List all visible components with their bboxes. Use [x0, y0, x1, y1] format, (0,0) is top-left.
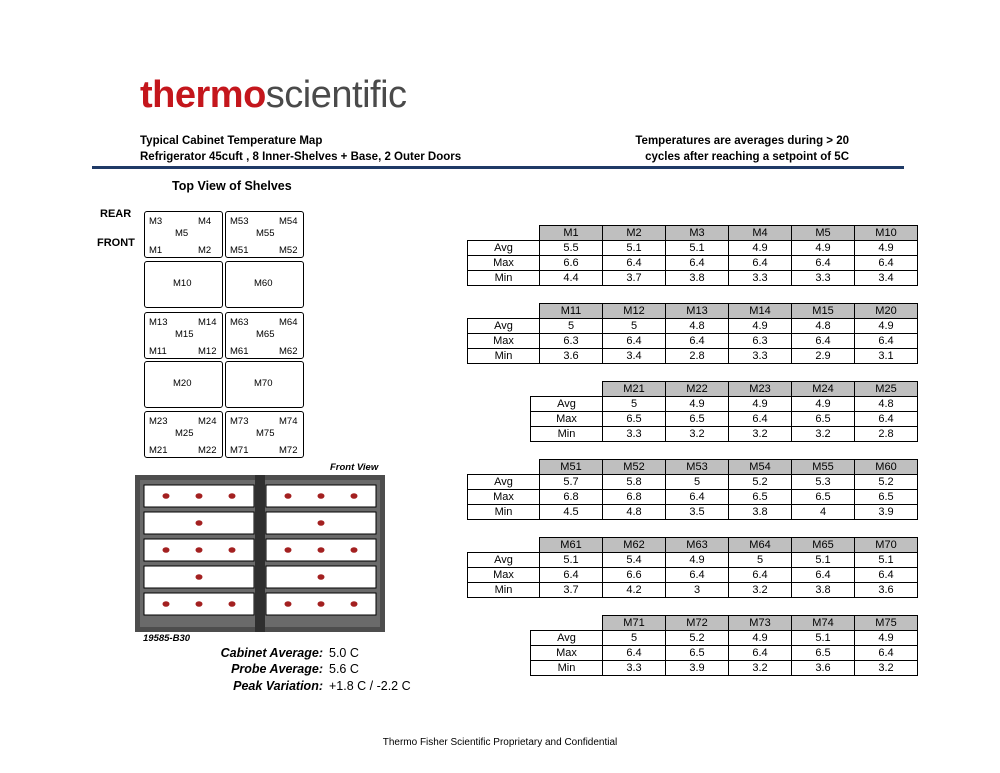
probe-header-m54: M54 — [729, 460, 792, 475]
report-note-block — [635, 133, 849, 165]
temperature-cell: 5 — [603, 319, 666, 334]
probe-label-m62: M62 — [279, 346, 298, 357]
probe-header-m74: M74 — [792, 616, 855, 631]
table-row-avg — [468, 241, 918, 256]
temperature-cell: 4.9 — [792, 397, 855, 412]
temperature-cell: 3.3 — [603, 427, 666, 442]
temperature-table-3 — [530, 381, 918, 442]
temperature-cell: 6.4 — [855, 412, 918, 427]
cabinet-average-value: 5.0 C — [329, 646, 359, 660]
temperature-cell: 3.6 — [792, 661, 855, 676]
temperature-cell: 6.4 — [666, 256, 729, 271]
temperature-cell: 4.5 — [540, 505, 603, 520]
probe-dot-left-4-1 — [196, 574, 203, 580]
temperature-cell: 4.9 — [729, 319, 792, 334]
header-blank-cell — [468, 226, 540, 241]
temperature-cell: 6.4 — [855, 334, 918, 349]
temperature-cell: 4.9 — [729, 397, 792, 412]
front-view-diagram — [135, 475, 385, 632]
probe-header-m51: M51 — [540, 460, 603, 475]
header-blank-cell — [468, 460, 540, 475]
table-header-row — [468, 226, 918, 241]
header-blank-cell — [531, 382, 603, 397]
probe-header-m10: M10 — [855, 226, 918, 241]
temperature-cell: 3.7 — [603, 271, 666, 286]
probe-header-m15: M15 — [792, 304, 855, 319]
table-row-max — [531, 412, 918, 427]
temperature-cell: 3.6 — [855, 583, 918, 598]
temperature-cell: 3.1 — [855, 349, 918, 364]
probe-header-m64: M64 — [729, 538, 792, 553]
probe-header-m73: M73 — [729, 616, 792, 631]
probe-dot-left-3-2 — [196, 547, 203, 553]
probe-label-m74: M74 — [279, 416, 298, 427]
probe-header-m4: M4 — [729, 226, 792, 241]
temperature-cell: 3.2 — [666, 427, 729, 442]
temperature-cell: 3.9 — [666, 661, 729, 676]
front-label: FRONT — [97, 237, 135, 249]
temperature-cell: 6.5 — [666, 646, 729, 661]
probe-header-m22: M22 — [666, 382, 729, 397]
probe-dot-left-1-3 — [229, 493, 236, 499]
row-label: Min — [468, 271, 540, 286]
temperature-cell: 4.4 — [540, 271, 603, 286]
temperature-cell: 4.9 — [729, 631, 792, 646]
probe-header-m52: M52 — [603, 460, 666, 475]
shelf-m13 — [144, 312, 223, 359]
temperature-cell: 5.2 — [855, 475, 918, 490]
temperature-cell: 5.2 — [729, 475, 792, 490]
probe-label-m20: M20 — [173, 378, 192, 389]
shelf-m53 — [225, 211, 304, 258]
probe-label-m61: M61 — [230, 346, 249, 357]
report-note-line2: cycles after reaching a setpoint of 5C — [645, 151, 849, 163]
temperature-cell: 6.4 — [540, 568, 603, 583]
table-row-max — [468, 334, 918, 349]
probe-label-m2: M2 — [198, 245, 212, 256]
temperature-cell: 6.4 — [666, 334, 729, 349]
row-label: Avg — [531, 631, 603, 646]
peak-variation-value: +1.8 C / -2.2 C — [329, 679, 411, 693]
temperature-cell: 5.1 — [855, 553, 918, 568]
row-label: Max — [531, 412, 603, 427]
temperature-cell: 3.4 — [603, 349, 666, 364]
temperature-cell: 6.4 — [603, 334, 666, 349]
unit-serial: 19585-B30 — [143, 633, 191, 644]
temperature-cell: 6.4 — [792, 256, 855, 271]
table-header-row — [468, 304, 918, 319]
probe-header-m25: M25 — [855, 382, 918, 397]
row-label: Avg — [468, 475, 540, 490]
temperature-table-1 — [467, 225, 918, 286]
probe-dot-right-1-2 — [318, 493, 325, 499]
probe-label-m60: M60 — [254, 278, 273, 289]
probe-label-m72: M72 — [279, 445, 298, 456]
probe-dot-right-3-2 — [318, 547, 325, 553]
temperature-cell: 3.8 — [666, 271, 729, 286]
temperature-cell: 5 — [729, 553, 792, 568]
row-label: Avg — [468, 241, 540, 256]
temperature-cell: 6.4 — [855, 568, 918, 583]
temperature-cell: 5.8 — [603, 475, 666, 490]
row-label: Max — [531, 646, 603, 661]
probe-label-m55: M55 — [256, 228, 275, 239]
probe-header-m21: M21 — [603, 382, 666, 397]
row-label: Max — [468, 568, 540, 583]
row-label: Avg — [468, 553, 540, 568]
probe-label-m14: M14 — [198, 317, 217, 328]
temperature-cell: 3.6 — [540, 349, 603, 364]
header-blank-cell — [531, 616, 603, 631]
probe-label-m65: M65 — [256, 329, 275, 340]
temperature-cell: 4.8 — [603, 505, 666, 520]
temperature-cell: 3 — [666, 583, 729, 598]
probe-label-m73: M73 — [230, 416, 249, 427]
probe-label-m15: M15 — [175, 329, 194, 340]
probe-header-m65: M65 — [792, 538, 855, 553]
probe-label-m75: M75 — [256, 428, 275, 439]
temperature-cell: 6.4 — [603, 256, 666, 271]
report-note-line1: Temperatures are averages during > 20 — [635, 135, 849, 147]
temperature-cell: 5 — [603, 631, 666, 646]
probe-dot-right-4-1 — [318, 574, 325, 580]
temperature-cell: 5.1 — [792, 631, 855, 646]
temperature-cell: 6.4 — [666, 490, 729, 505]
row-label: Min — [531, 661, 603, 676]
probe-label-m53: M53 — [230, 216, 249, 227]
temperature-cell: 6.4 — [729, 412, 792, 427]
probe-header-m72: M72 — [666, 616, 729, 631]
temperature-cell: 6.5 — [792, 412, 855, 427]
report-title: Typical Cabinet Temperature Map — [140, 135, 323, 147]
probe-label-m25: M25 — [175, 428, 194, 439]
probe-dot-left-5-2 — [196, 601, 203, 607]
table-header-row — [531, 616, 918, 631]
row-label: Min — [468, 583, 540, 598]
probe-header-m70: M70 — [855, 538, 918, 553]
probe-header-m20: M20 — [855, 304, 918, 319]
temperature-cell: 6.4 — [729, 568, 792, 583]
probe-label-m5: M5 — [175, 228, 189, 239]
temperature-cell: 5.1 — [540, 553, 603, 568]
probe-dot-left-3-3 — [229, 547, 236, 553]
probe-dot-right-2-1 — [318, 520, 325, 526]
probe-dot-right-5-2 — [318, 601, 325, 607]
temperature-cell: 3.2 — [792, 427, 855, 442]
table-row-max — [468, 490, 918, 505]
temperature-table-2 — [467, 303, 918, 364]
table-row-avg — [468, 553, 918, 568]
temperature-cell: 6.4 — [729, 256, 792, 271]
temperature-cell: 5.2 — [666, 631, 729, 646]
probe-dot-right-1-1 — [285, 493, 292, 499]
temperature-cell: 5.3 — [792, 475, 855, 490]
center-divider — [255, 475, 265, 632]
temperature-cell: 3.9 — [855, 505, 918, 520]
shelf-m10 — [144, 261, 223, 308]
brand-logo: thermoscientific — [140, 74, 407, 116]
cabinet-average-label: Cabinet Average: — [220, 646, 323, 660]
probe-header-m62: M62 — [603, 538, 666, 553]
temperature-cell: 3.8 — [792, 583, 855, 598]
table-row-min — [531, 661, 918, 676]
temperature-cell: 3.2 — [729, 661, 792, 676]
table-row-avg — [531, 631, 918, 646]
temperature-cell: 6.5 — [792, 646, 855, 661]
temperature-cell: 3.2 — [729, 583, 792, 598]
probe-header-m13: M13 — [666, 304, 729, 319]
header-blank-cell — [468, 538, 540, 553]
temperature-cell: 3.2 — [855, 661, 918, 676]
temperature-cell: 6.4 — [792, 334, 855, 349]
temperature-cell: 5 — [540, 319, 603, 334]
probe-label-m71: M71 — [230, 445, 249, 456]
header-blank-cell — [468, 304, 540, 319]
probe-average-label: Probe Average: — [231, 662, 323, 676]
probe-dot-right-5-3 — [351, 601, 358, 607]
probe-label-m63: M63 — [230, 317, 249, 328]
top-view-title: Top View of Shelves — [172, 179, 292, 193]
row-label: Avg — [468, 319, 540, 334]
row-label: Min — [531, 427, 603, 442]
temperature-cell: 3.3 — [792, 271, 855, 286]
temperature-cell: 5.1 — [666, 241, 729, 256]
temperature-cell: 4.2 — [603, 583, 666, 598]
temperature-cell: 5.7 — [540, 475, 603, 490]
temperature-cell: 3.7 — [540, 583, 603, 598]
probe-dot-right-5-1 — [285, 601, 292, 607]
rear-label: REAR — [100, 208, 132, 220]
shelf-m73 — [225, 411, 304, 458]
temperature-cell: 5.1 — [792, 553, 855, 568]
table-row-min — [468, 349, 918, 364]
probe-header-m71: M71 — [603, 616, 666, 631]
probe-header-m23: M23 — [729, 382, 792, 397]
shelf-m60 — [225, 261, 304, 308]
probe-header-m63: M63 — [666, 538, 729, 553]
temperature-cell: 5 — [603, 397, 666, 412]
probe-label-m22: M22 — [198, 445, 217, 456]
temperature-cell: 6.3 — [729, 334, 792, 349]
probe-label-m11: M11 — [149, 346, 167, 357]
row-label: Min — [468, 349, 540, 364]
probe-label-m3: M3 — [149, 216, 163, 227]
table-row-max — [531, 646, 918, 661]
probe-header-m55: M55 — [792, 460, 855, 475]
temperature-cell: 3.3 — [729, 271, 792, 286]
temperature-cell: 5.4 — [603, 553, 666, 568]
probe-header-m5: M5 — [792, 226, 855, 241]
probe-label-m4: M4 — [198, 216, 212, 227]
probe-dot-right-3-1 — [285, 547, 292, 553]
table-row-avg — [531, 397, 918, 412]
temperature-cell: 4.8 — [792, 319, 855, 334]
temperature-cell: 4 — [792, 505, 855, 520]
probe-label-m51: M51 — [230, 245, 249, 256]
temperature-cell: 6.4 — [792, 568, 855, 583]
temperature-cell: 6.5 — [729, 490, 792, 505]
temperature-cell: 4.8 — [666, 319, 729, 334]
shelf-m63 — [225, 312, 304, 359]
temperature-cell: 4.8 — [855, 397, 918, 412]
shelf-m3 — [144, 211, 223, 258]
probe-dot-left-5-1 — [163, 601, 170, 607]
temperature-cell: 4.9 — [666, 397, 729, 412]
temperature-cell: 6.4 — [729, 646, 792, 661]
table-row-avg — [468, 319, 918, 334]
peak-variation-label: Peak Variation: — [233, 679, 323, 693]
probe-header-m24: M24 — [792, 382, 855, 397]
row-label: Min — [468, 505, 540, 520]
probe-dot-left-3-1 — [163, 547, 170, 553]
temperature-table-4 — [467, 459, 918, 520]
row-label: Avg — [531, 397, 603, 412]
temperature-cell: 4.9 — [855, 241, 918, 256]
temperature-table-5 — [467, 537, 918, 598]
table-row-max — [468, 256, 918, 271]
table-row-min — [468, 583, 918, 598]
shelf-m23 — [144, 411, 223, 458]
probe-label-m52: M52 — [279, 245, 298, 256]
temperature-cell: 3.4 — [855, 271, 918, 286]
probe-header-m61: M61 — [540, 538, 603, 553]
probe-label-m23: M23 — [149, 416, 168, 427]
table-header-row — [468, 460, 918, 475]
temperature-cell: 4.9 — [855, 319, 918, 334]
report-subtitle: Refrigerator 45cuft , 8 Inner-Shelves + Base, 2 Outer Doors — [140, 151, 462, 163]
probe-dot-left-5-3 — [229, 601, 236, 607]
table-row-min — [468, 271, 918, 286]
probe-header-m75: M75 — [855, 616, 918, 631]
temperature-cell: 6.5 — [666, 412, 729, 427]
temperature-cell: 5.1 — [603, 241, 666, 256]
temperature-cell: 4.9 — [855, 631, 918, 646]
temperature-cell: 4.9 — [792, 241, 855, 256]
temperature-cell: 3.3 — [603, 661, 666, 676]
probe-label-m13: M13 — [149, 317, 168, 328]
probe-header-m3: M3 — [666, 226, 729, 241]
temperature-cell: 6.8 — [540, 490, 603, 505]
probe-average-value: 5.6 C — [329, 662, 359, 676]
probe-header-m60: M60 — [855, 460, 918, 475]
temperature-cell: 2.9 — [792, 349, 855, 364]
temperature-cell: 3.2 — [729, 427, 792, 442]
probe-header-m2: M2 — [603, 226, 666, 241]
temperature-table-6 — [530, 615, 918, 676]
temperature-cell: 6.8 — [603, 490, 666, 505]
header-divider — [92, 166, 904, 169]
probe-label-m54: M54 — [279, 216, 298, 227]
temperature-cell: 6.6 — [540, 256, 603, 271]
probe-label-m21: M21 — [149, 445, 168, 456]
shelf-m70 — [225, 361, 304, 408]
probe-dot-right-1-3 — [351, 493, 358, 499]
probe-dot-left-2-1 — [196, 520, 203, 526]
temperature-cell: 4.9 — [729, 241, 792, 256]
temperature-cell: 2.8 — [666, 349, 729, 364]
row-label: Max — [468, 256, 540, 271]
probe-label-m70: M70 — [254, 378, 273, 389]
temperature-cell: 4.9 — [666, 553, 729, 568]
temperature-cell: 6.4 — [603, 646, 666, 661]
probe-label-m10: M10 — [173, 278, 192, 289]
probe-label-m64: M64 — [279, 317, 298, 328]
shelf-m20 — [144, 361, 223, 408]
probe-header-m11: M11 — [540, 304, 603, 319]
temperature-cell: 5 — [666, 475, 729, 490]
table-row-max — [468, 568, 918, 583]
row-label: Max — [468, 334, 540, 349]
temperature-cell: 3.5 — [666, 505, 729, 520]
probe-header-m1: M1 — [540, 226, 603, 241]
temperature-cell: 3.8 — [729, 505, 792, 520]
probe-label-m24: M24 — [198, 416, 217, 427]
temperature-cell: 6.5 — [792, 490, 855, 505]
probe-dot-left-1-1 — [163, 493, 170, 499]
temperature-cell: 6.4 — [855, 646, 918, 661]
report-title-block — [140, 133, 461, 165]
footer-confidential: Thermo Fisher Scientific Proprietary and Confidential — [382, 737, 618, 748]
temperature-cell: 6.5 — [855, 490, 918, 505]
probe-dot-left-1-2 — [196, 493, 203, 499]
probe-label-m12: M12 — [198, 346, 217, 357]
probe-header-m53: M53 — [666, 460, 729, 475]
table-row-min — [468, 505, 918, 520]
temperature-cell: 6.3 — [540, 334, 603, 349]
table-header-row — [531, 382, 918, 397]
temperature-cell: 6.6 — [603, 568, 666, 583]
probe-dot-right-3-3 — [351, 547, 358, 553]
temperature-cell: 2.8 — [855, 427, 918, 442]
temperature-cell: 6.4 — [855, 256, 918, 271]
temperature-cell: 5.5 — [540, 241, 603, 256]
table-row-avg — [468, 475, 918, 490]
temperature-cell: 6.4 — [666, 568, 729, 583]
row-label: Max — [468, 490, 540, 505]
temperature-cell: 3.3 — [729, 349, 792, 364]
probe-header-m12: M12 — [603, 304, 666, 319]
probe-label-m1: M1 — [149, 245, 163, 256]
table-row-min — [531, 427, 918, 442]
probe-header-m14: M14 — [729, 304, 792, 319]
temperature-cell: 6.5 — [603, 412, 666, 427]
table-header-row — [468, 538, 918, 553]
front-view-title: Front View — [330, 462, 379, 473]
